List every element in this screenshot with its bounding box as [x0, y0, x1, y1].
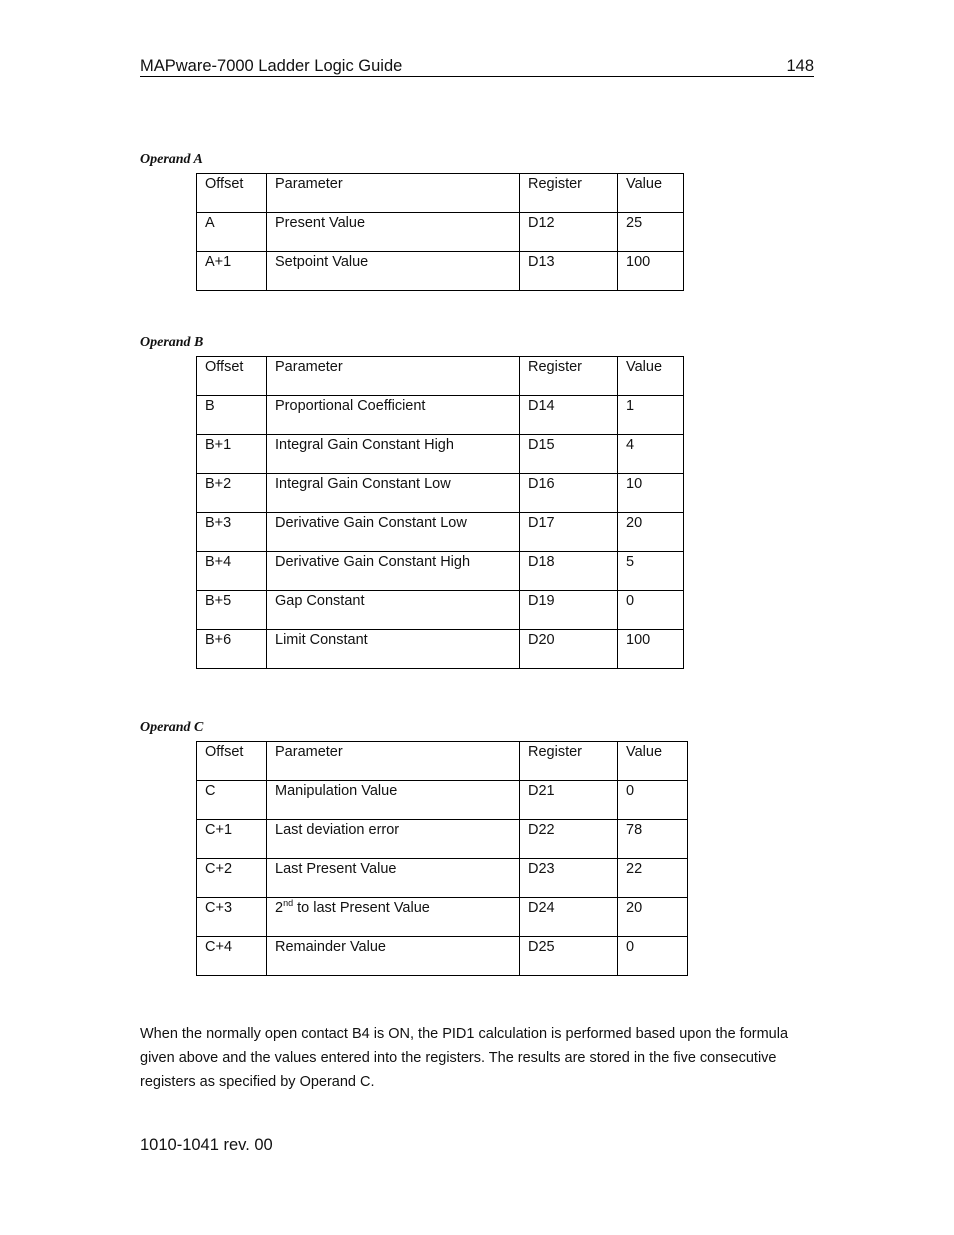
- register-cell: D18: [520, 552, 618, 591]
- value-cell: 5: [618, 552, 684, 591]
- register-cell: D13: [520, 252, 618, 291]
- page-number: 148: [786, 57, 814, 75]
- header-parameter: Parameter: [267, 174, 520, 213]
- register-cell: D25: [520, 937, 618, 976]
- value-cell: 20: [618, 898, 688, 937]
- header-parameter: Parameter: [267, 357, 520, 396]
- operand-b-table: [196, 356, 684, 669]
- parameter-cell: Setpoint Value: [267, 252, 520, 291]
- register-cell: D15: [520, 435, 618, 474]
- offset-cell: B: [197, 396, 267, 435]
- value-cell: 78: [618, 820, 688, 859]
- offset-cell: B+1: [197, 435, 267, 474]
- header-register: Register: [520, 174, 618, 213]
- table-row: [197, 396, 684, 435]
- register-cell: D17: [520, 513, 618, 552]
- header-register: Register: [520, 742, 618, 781]
- table-row: [197, 552, 684, 591]
- register-cell: D20: [520, 630, 618, 669]
- operand-a-caption: Operand A: [140, 152, 203, 167]
- register-cell: D21: [520, 781, 618, 820]
- parameter-cell: [267, 898, 520, 937]
- header-parameter: Parameter: [267, 742, 520, 781]
- table-row: [197, 252, 684, 291]
- register-cell: D14: [520, 396, 618, 435]
- header-value: Value: [618, 742, 688, 781]
- value-cell: 100: [618, 630, 684, 669]
- table-row: [197, 781, 688, 820]
- offset-cell: B+6: [197, 630, 267, 669]
- parameter-cell: Derivative Gain Constant High: [267, 552, 520, 591]
- value-cell: 0: [618, 781, 688, 820]
- table-header-row: [197, 174, 684, 213]
- table-header-row: [197, 742, 688, 781]
- parameter-prefix: 2: [275, 900, 284, 916]
- header-offset: Offset: [197, 174, 267, 213]
- table-header-row: [197, 357, 684, 396]
- header-register: Register: [520, 357, 618, 396]
- offset-cell: C+1: [197, 820, 267, 859]
- parameter-suffix: to last Present Value: [293, 900, 430, 916]
- parameter-cell: Manipulation Value: [267, 781, 520, 820]
- offset-cell: C: [197, 781, 267, 820]
- register-cell: D22: [520, 820, 618, 859]
- register-cell: D23: [520, 859, 618, 898]
- value-cell: 20: [618, 513, 684, 552]
- register-cell: D12: [520, 213, 618, 252]
- operand-c-table: [196, 741, 688, 976]
- table-row: [197, 630, 684, 669]
- parameter-cell: Proportional Coefficient: [267, 396, 520, 435]
- offset-cell: C+3: [197, 898, 267, 937]
- value-cell: 0: [618, 591, 684, 630]
- value-cell: 100: [618, 252, 684, 291]
- operand-c-caption: Operand C: [140, 720, 204, 735]
- offset-cell: B+3: [197, 513, 267, 552]
- ordinal-superscript: nd: [283, 898, 294, 908]
- value-cell: 10: [618, 474, 684, 513]
- value-cell: 1: [618, 396, 684, 435]
- parameter-cell: Present Value: [267, 213, 520, 252]
- value-cell: 22: [618, 859, 688, 898]
- parameter-cell: Last deviation error: [267, 820, 520, 859]
- operand-a-table: [196, 173, 684, 291]
- header-offset: Offset: [197, 742, 267, 781]
- body-paragraph: When the normally open contact B4 is ON, the PID1 calculation is performed based upon the formula given above and the values entered into the registers. The results are stored in the five consecutive registers as specified by Operand C.: [140, 1026, 789, 1090]
- page-header: [140, 56, 814, 77]
- document-number: 1010-1041 rev. 00: [140, 1136, 273, 1154]
- offset-cell: C+2: [197, 859, 267, 898]
- table-row: [197, 213, 684, 252]
- header-value: Value: [618, 357, 684, 396]
- register-cell: D24: [520, 898, 618, 937]
- offset-cell: C+4: [197, 937, 267, 976]
- parameter-cell: Last Present Value: [267, 859, 520, 898]
- value-cell: 25: [618, 213, 684, 252]
- header-value: Value: [618, 174, 684, 213]
- header-offset: Offset: [197, 357, 267, 396]
- table-row: [197, 937, 688, 976]
- operand-b-caption: Operand B: [140, 335, 204, 350]
- parameter-cell: Integral Gain Constant Low: [267, 474, 520, 513]
- table-row: [197, 435, 684, 474]
- table-row: [197, 859, 688, 898]
- document-title: MAPware-7000 Ladder Logic Guide: [140, 57, 403, 75]
- register-cell: D19: [520, 591, 618, 630]
- table-row: [197, 591, 684, 630]
- offset-cell: B+2: [197, 474, 267, 513]
- parameter-cell: Derivative Gain Constant Low: [267, 513, 520, 552]
- table-row: [197, 820, 688, 859]
- table-row: [197, 513, 684, 552]
- value-cell: 4: [618, 435, 684, 474]
- parameter-cell: Remainder Value: [267, 937, 520, 976]
- offset-cell: A+1: [197, 252, 267, 291]
- table-row: [197, 898, 688, 937]
- register-cell: D16: [520, 474, 618, 513]
- parameter-cell: Gap Constant: [267, 591, 520, 630]
- value-cell: 0: [618, 937, 688, 976]
- offset-cell: B+5: [197, 591, 267, 630]
- offset-cell: A: [197, 213, 267, 252]
- table-row: [197, 474, 684, 513]
- parameter-cell: Limit Constant: [267, 630, 520, 669]
- parameter-cell: Integral Gain Constant High: [267, 435, 520, 474]
- offset-cell: B+4: [197, 552, 267, 591]
